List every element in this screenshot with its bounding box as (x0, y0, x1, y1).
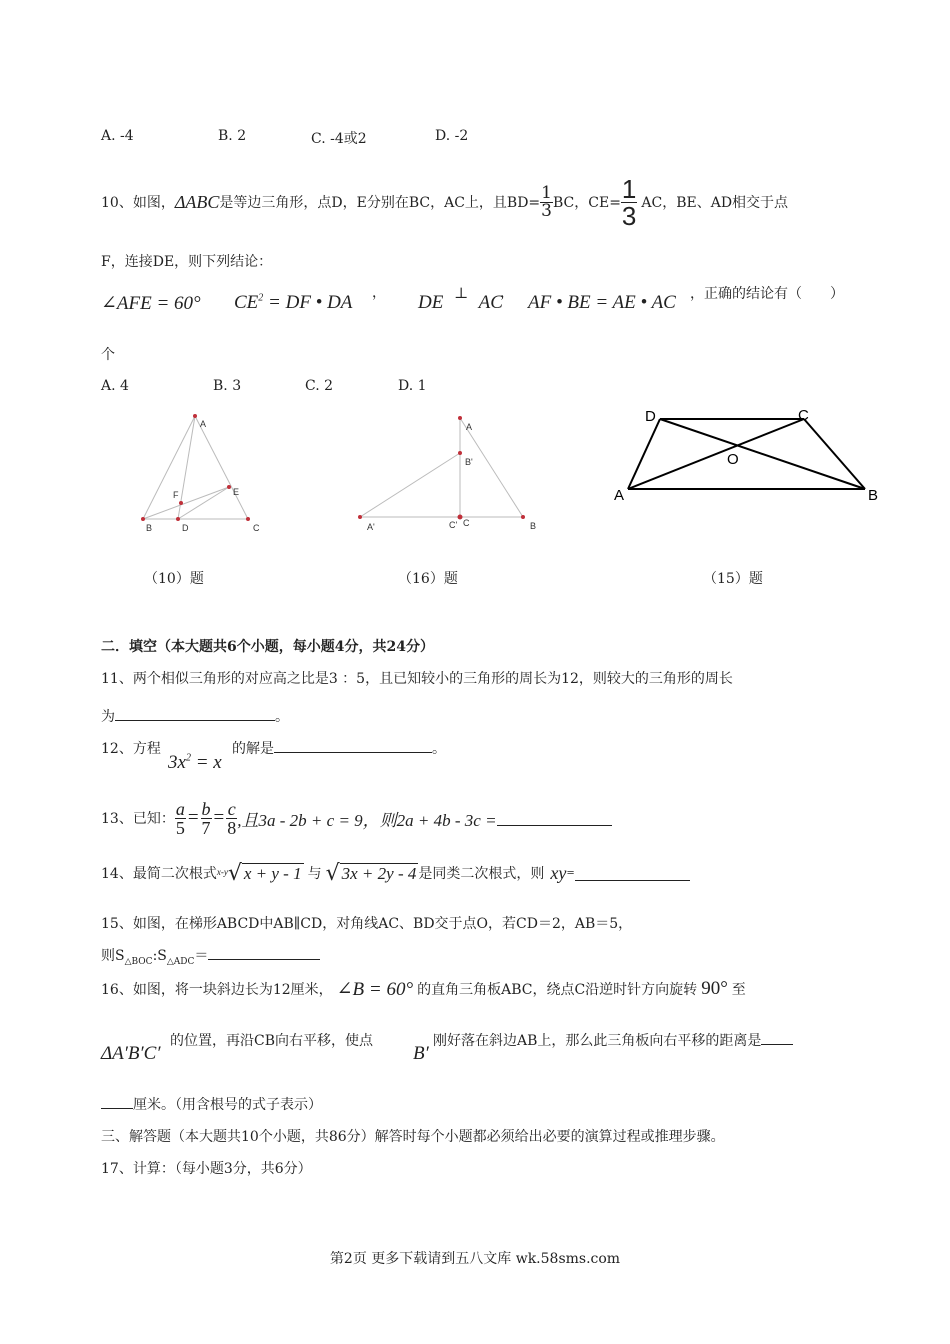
fig10-label-f: F (173, 490, 179, 500)
q9-option-a: A. -4 (101, 128, 134, 144)
fig16-label-b-prime: B' (465, 457, 473, 467)
q10-option-b: B. 3 (213, 378, 242, 394)
q12-line: 的解是 。 (232, 738, 446, 758)
section-3-heading: 三、解答题（本大题共10个小题，共86分）解答时每个小题都必须给出必要的演算过程或推理步骤。 (101, 1129, 725, 1145)
fig10-label-c: C (253, 523, 260, 533)
fig16-point-a-prime (358, 515, 362, 519)
q10-line2: F，连接DE，则下列结论： (101, 254, 273, 270)
q10-option-a: A. 4 (101, 378, 129, 394)
q10-comma-1: ， (372, 285, 386, 301)
q10-triangle: ΔABC (174, 191, 220, 212)
q12-pre: 12、方程 (101, 741, 161, 757)
q14-radicand-1: x + y - 1 (243, 863, 302, 883)
q17: 17、计算：（每小题3分，共6分） (101, 1161, 312, 1177)
q14-root-index: x-y (216, 867, 228, 877)
fig16-point-a (458, 416, 462, 420)
fig15-label-b: B (868, 487, 879, 504)
q13-line: 13、已知： $\frac{a}{5}$ = $\frac{b}{7}$ = $\frac{c}{8}$ ,且3a - 2b + c = 9，则2a + 4b - 3c = (101, 794, 612, 842)
q13-equation: ,且3a - 2b + c = 9，则2a + 4b - 3c = (237, 810, 497, 830)
q10-text-c: AC，BE、AD相交于点 (641, 195, 789, 211)
fig10-label-b: B (146, 523, 153, 533)
fig16-label-c-prime: C' (449, 520, 458, 530)
q16-line1: 16、如图，将一块斜边长为12厘米， ∠B = 60° 的直角三角板ABC，绕点C沿逆时针方向旋转 90° 至 (101, 978, 746, 1000)
caption-fig10: （10）题 (144, 571, 204, 587)
q16-answer-blank-2[interactable] (101, 1094, 133, 1109)
q12-equation: $3x^2 = x$ (168, 752, 222, 773)
q14-answer-blank[interactable] (575, 866, 690, 881)
fig10-label-a: A (200, 419, 207, 429)
figure-16 (350, 405, 550, 540)
fig10-point-d (176, 517, 180, 521)
q15-line1: 15、如图，在梯形ABCD中AB∥CD，对角线AC、BD交于点O，若CD＝2，AB＝5， (101, 916, 633, 932)
q14-line: 14、最简二次根式 x-y √ x + y - 1 与 √ 3x + 2y - 4 是同类二次根式，则 xy = (101, 858, 690, 888)
fig15-label-o: O (727, 451, 739, 468)
fig16-point-c (458, 515, 463, 520)
caption-fig15: （15）题 (703, 571, 763, 587)
q10-conclusion-3: DE ⊥ AC (418, 286, 503, 313)
q10-option-d: D. 1 (398, 378, 427, 394)
q10-text-a: 是等边三角形，点D，E分别在BC，AC上，且BD= (219, 195, 541, 211)
q10-conclusion-1: ∠AFE = 60° (101, 293, 201, 314)
q10-comma-2: ， (500, 285, 514, 301)
fig15-label-c: C (798, 407, 809, 424)
q10-conclusion-4: AF • BE = AE • AC (528, 292, 676, 313)
q14-radicand-2: 3x + 2y - 4 (341, 863, 417, 883)
q13-fraction-c: $\frac{c}{8}$ (227, 798, 237, 838)
fig16-point-b (521, 515, 525, 519)
q10-fraction-1: $\frac{1}{3}$ (541, 182, 552, 221)
q16-line2a: 的位置，再沿CB向右平移，使点 (170, 1033, 373, 1049)
q11-answer-blank[interactable] (115, 706, 275, 721)
q13-fraction-b: $\frac{b}{7}$ (201, 798, 211, 838)
fig10-point-f (179, 501, 183, 505)
q10-number: 10、如图， (101, 195, 175, 211)
fig16-label-c: C (463, 518, 470, 528)
q9-option-c: C. -4或2 (311, 131, 367, 147)
q13-answer-blank[interactable] (497, 811, 612, 826)
fig10-label-e: E (233, 487, 240, 497)
figure-15 (600, 400, 890, 510)
fig15-label-a: A (614, 487, 625, 504)
q11-line2: 为 。 (101, 706, 289, 726)
fig15-label-d: D (645, 408, 656, 425)
q16-triangle: ΔA′B′C′ (101, 1043, 161, 1064)
q14-radical-sign-2: √ (325, 860, 340, 886)
figure-10 (130, 405, 280, 540)
q10-conclusion-2: $CE^2$ = DF • DA (234, 292, 353, 313)
q14-radical-sign-1: √ (227, 860, 242, 886)
fig16-point-b-prime (458, 451, 462, 455)
q16-angle: ∠B = 60° (336, 978, 414, 1000)
q13-fraction-a: $\frac{a}{5}$ (175, 798, 185, 838)
q11-line1: 11、两个相似三角形的对应高之比是3 ：5，且已知较小的三角形的周长为12，则较大的三角形的周长 (101, 671, 733, 687)
q12-answer-blank[interactable] (274, 738, 432, 753)
fig10-point-e (227, 485, 231, 489)
caption-fig16: （16）题 (398, 571, 458, 587)
q10-line1 (101, 172, 788, 232)
q9-option-b: B. 2 (218, 128, 247, 144)
q16-answer-blank-1[interactable] (761, 1030, 793, 1045)
fig10-point-c (246, 517, 250, 521)
section-2-heading: 二．填空（本大题共6个小题，每小题4分，共24分） (101, 639, 434, 655)
fig10-point-b (141, 517, 145, 521)
q16-line2b: 刚好落在斜边AB上，那么此三角板向右平移的距离是 (433, 1030, 793, 1050)
fig16-label-a: A (466, 422, 473, 432)
q10-line4: 个 (101, 347, 115, 363)
q16-b-prime: B′ (413, 1043, 429, 1064)
q10-text-b: BC，CE= (553, 195, 621, 211)
q16-degree: 90° (701, 978, 728, 999)
fig16-label-b: B (530, 521, 537, 531)
q15-answer-blank[interactable] (208, 945, 320, 960)
fig10-label-d: D (182, 523, 189, 533)
q10-option-c: C. 2 (305, 378, 334, 394)
q16-line3: 厘米。（用含根号的式子表示） (101, 1094, 322, 1114)
fig10-point-a (193, 414, 197, 418)
page-footer: 第2页 更多下载请到五八文库 wk.58sms.com (329, 1251, 621, 1267)
q10-fraction-2: $\frac{1}{3}$ (621, 173, 637, 231)
q15-line2: 则$S_{\triangle BOC}:S_{\triangle ADC}=$ (101, 945, 320, 967)
fig16-label-a-prime: A' (367, 522, 375, 532)
q9-option-d: D. -2 (435, 128, 469, 144)
q10-tail: ，正确的结论有（ ） (690, 286, 844, 302)
